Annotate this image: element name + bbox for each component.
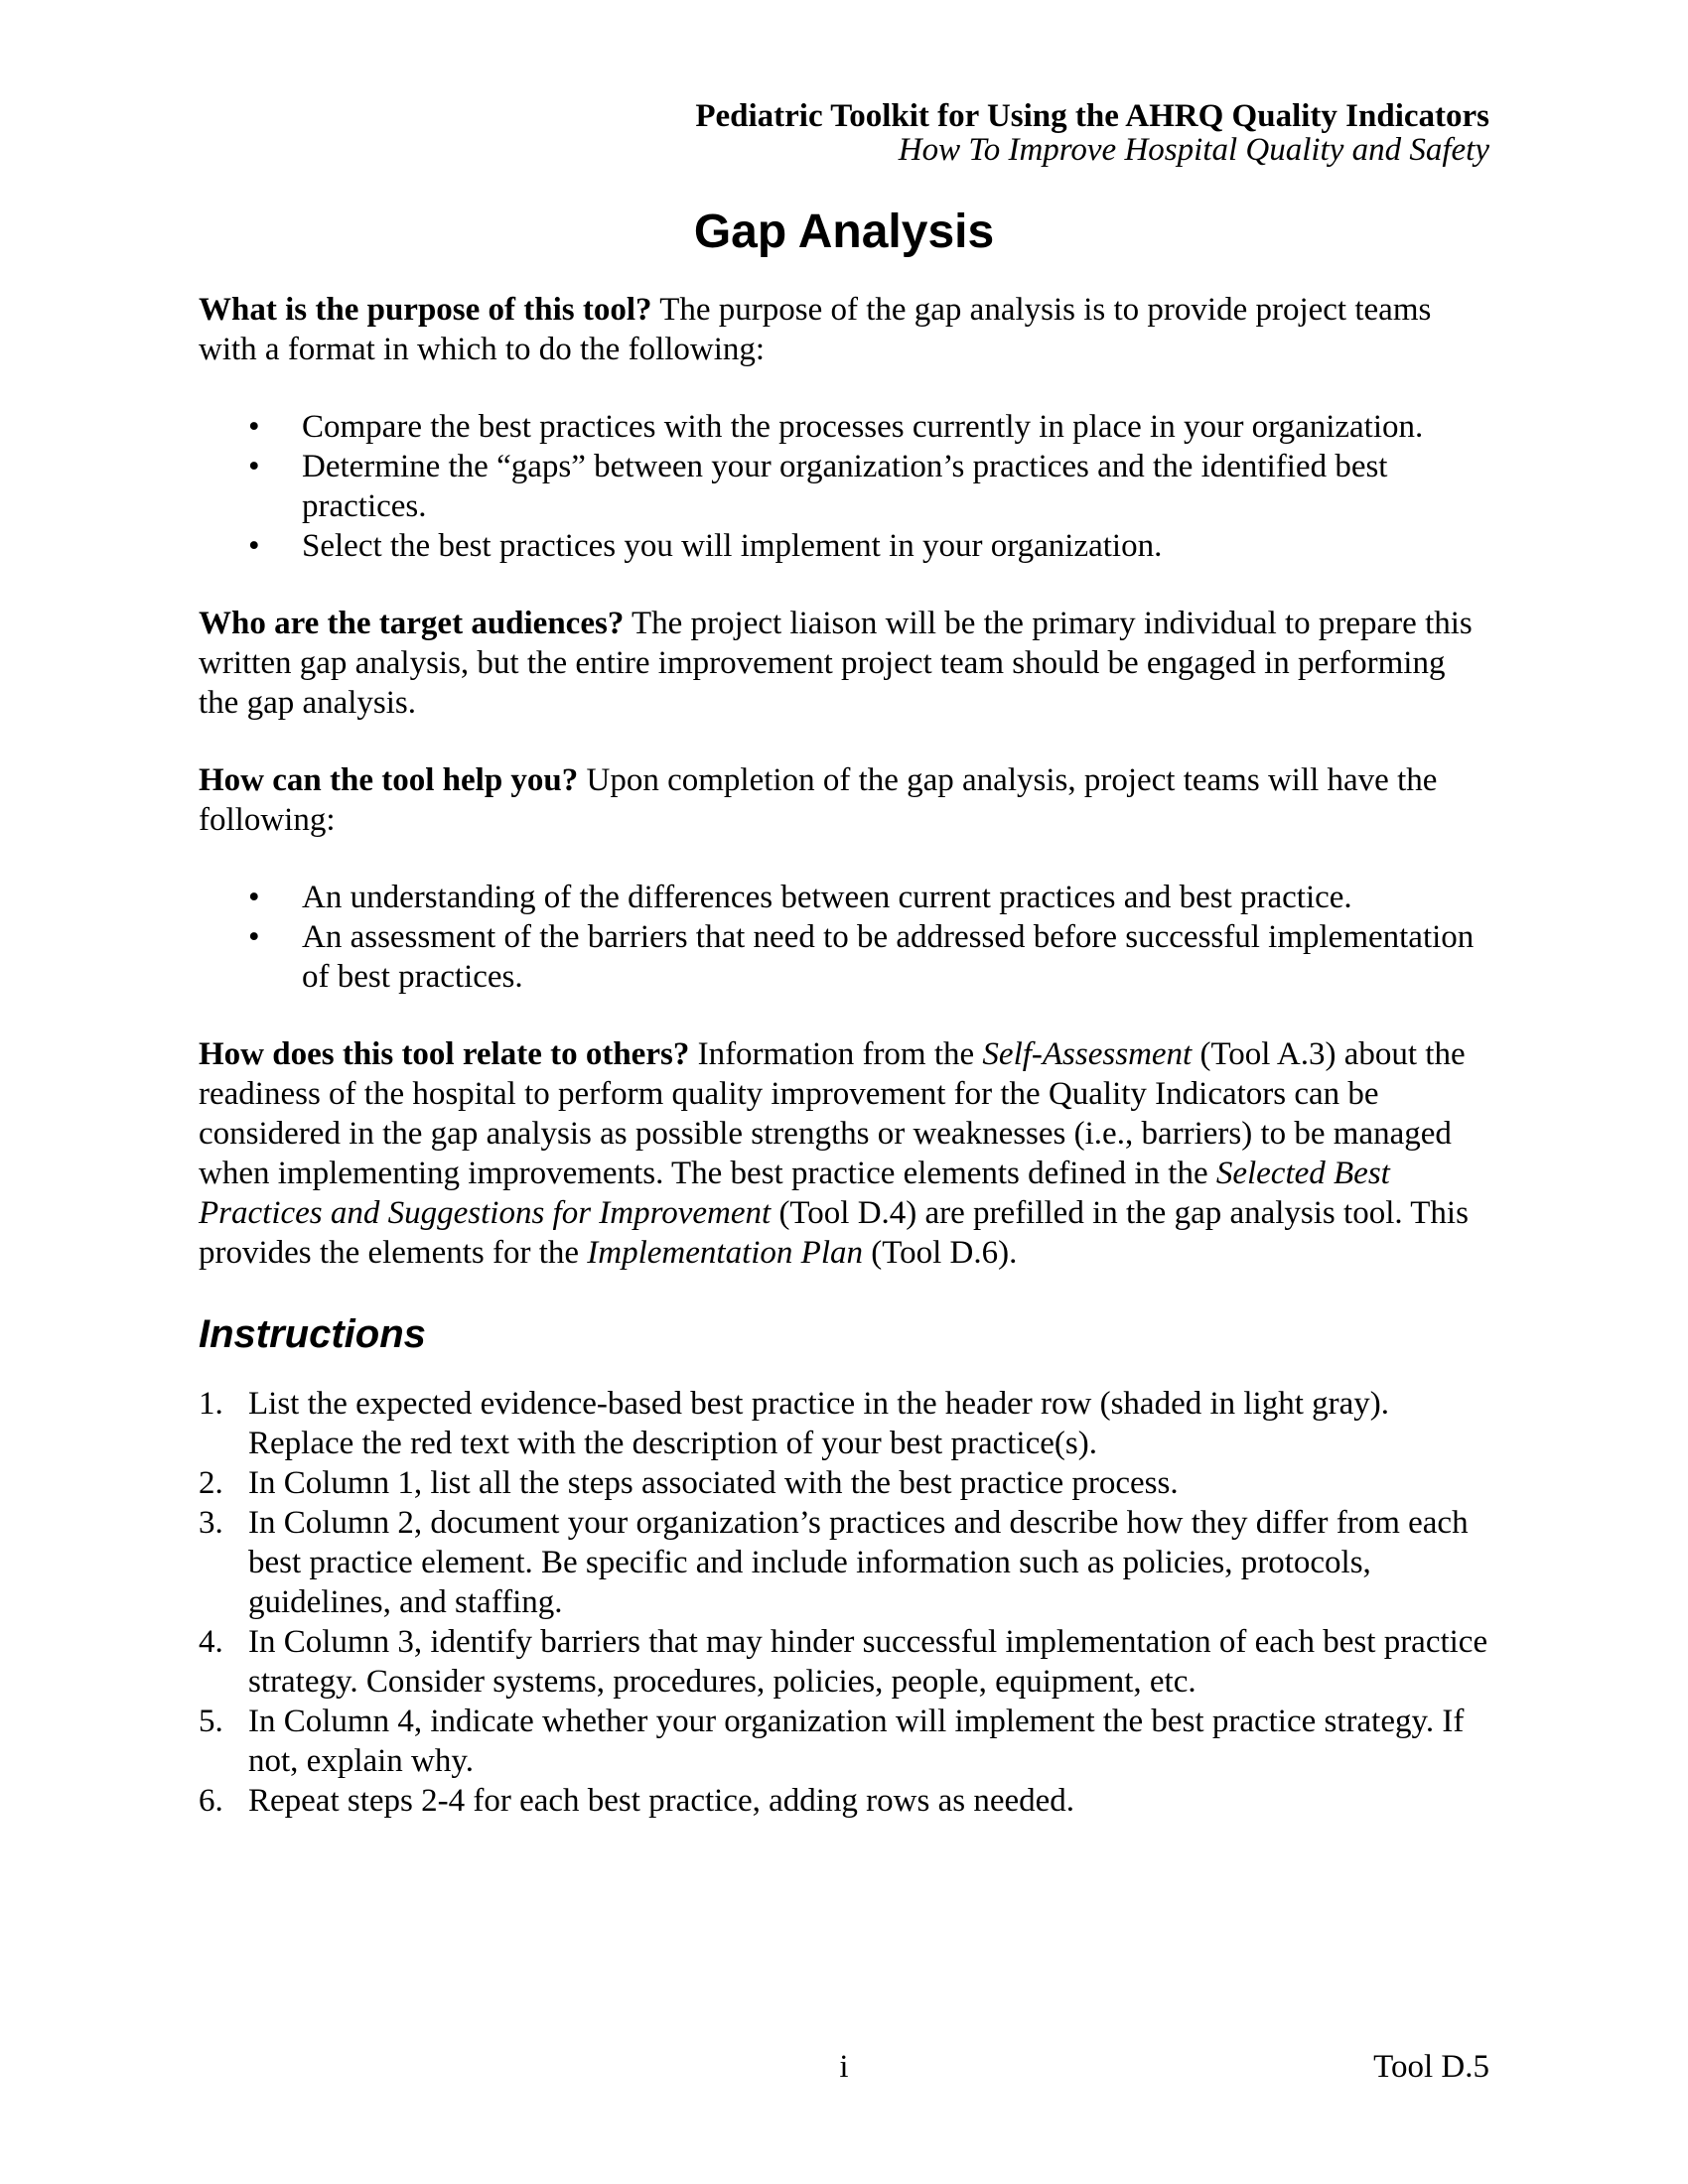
instructions-list xyxy=(199,1384,1489,1821)
purpose-bullet-list xyxy=(199,407,1489,566)
list-item xyxy=(199,1622,1489,1702)
list-item xyxy=(199,1463,1489,1503)
help-text: Upon completion of the gap analysis, project teams will have the following: xyxy=(199,762,1438,838)
list-item xyxy=(199,917,1489,997)
footer-tool-label: Tool D.5 xyxy=(1373,2049,1489,2085)
audience-text: The project liaison will be the primary individual to prepare this written gap analysis, but the entire improvement project team should be engaged in performing the gap analysis. xyxy=(199,606,1473,721)
relate-tool-a3-name: Self-Assessment xyxy=(982,1036,1193,1072)
page-footer xyxy=(199,2047,1489,2087)
bullet-marker: • xyxy=(248,880,260,915)
list-item xyxy=(199,1702,1489,1781)
instruction-text: Repeat steps 2-4 for each best practice, adding rows as needed. xyxy=(248,1783,1075,1819)
instruction-text: In Column 1, list all the steps associated with the best practice process. xyxy=(248,1465,1179,1501)
bullet-text: An assessment of the barriers that need to be addressed before successful implementation of best practices. xyxy=(302,919,1475,995)
page-title: Gap Analysis xyxy=(693,205,995,258)
page-header xyxy=(199,99,1489,167)
list-item xyxy=(199,447,1489,526)
list-item xyxy=(199,1384,1489,1463)
help-paragraph xyxy=(199,760,1489,840)
bullet-text: Compare the best practices with the processes currently in place in your organization. xyxy=(302,409,1424,445)
bullet-marker: • xyxy=(248,409,260,445)
help-label: How can the tool help you? xyxy=(199,762,579,798)
relate-text: (Tool D.6). xyxy=(863,1235,1018,1271)
relate-tool-d4-name: Selected Best Practices and Suggestions for Improvement xyxy=(199,1156,1390,1231)
list-item xyxy=(199,878,1489,917)
instruction-text: In Column 3, identify barriers that may hinder successful implementation of each best practice strategy. Consider systems, procedures, policies, people, equipment, etc. xyxy=(248,1624,1488,1700)
list-item xyxy=(199,526,1489,566)
relate-tool-d6-name: Implementation Plan xyxy=(587,1235,863,1271)
list-number: 1. xyxy=(199,1386,223,1422)
list-item xyxy=(199,1503,1489,1622)
relate-text: (Tool A.3) about the readiness of the hospital to perform quality improvement for the Quality Indicators can be considered in the gap analysis as possible strengths or weaknesses (i.e., barriers) to be managed when implementing improvements. The best practice elements defined in the xyxy=(199,1036,1466,1191)
list-number: 2. xyxy=(199,1465,223,1501)
list-item xyxy=(199,1781,1489,1821)
instruction-text: In Column 4, indicate whether your organization will implement the best practice strategy. If not, explain why. xyxy=(248,1704,1465,1779)
purpose-paragraph xyxy=(199,290,1489,369)
bullet-text: Determine the “gaps” between your organization’s practices and the identified best practices. xyxy=(302,449,1388,524)
list-number: 3. xyxy=(199,1505,223,1541)
audience-paragraph xyxy=(199,604,1489,723)
footer-page-number: i xyxy=(839,2049,849,2085)
relate-paragraph xyxy=(199,1034,1489,1273)
instructions-heading: Instructions xyxy=(199,1312,426,1356)
purpose-text: The purpose of the gap analysis is to provide project teams with a format in which to do the following: xyxy=(199,292,1432,367)
list-number: 6. xyxy=(199,1783,223,1819)
instruction-text: List the expected evidence-based best practice in the header row (shaded in light gray). Replace the red text with the description of your best practice(s). xyxy=(248,1386,1390,1461)
list-number: 4. xyxy=(199,1624,223,1660)
bullet-text: An understanding of the differences between current practices and best practice. xyxy=(302,880,1352,915)
header-toolkit-title: Pediatric Toolkit for Using the AHRQ Quality Indicators xyxy=(695,98,1489,134)
list-number: 5. xyxy=(199,1704,223,1739)
bullet-text: Select the best practices you will implement in your organization. xyxy=(302,528,1163,564)
relate-label: How does this tool relate to others? xyxy=(199,1036,690,1072)
bullet-marker: • xyxy=(248,919,260,955)
purpose-label: What is the purpose of this tool? xyxy=(199,292,652,328)
relate-text: (Tool D.4) are prefilled in the gap analysis tool. This provides the elements for the xyxy=(199,1195,1469,1271)
audience-label: Who are the target audiences? xyxy=(199,606,625,641)
bullet-marker: • xyxy=(248,528,260,564)
bullet-marker: • xyxy=(248,449,260,484)
relate-text: Information from the xyxy=(689,1036,983,1072)
header-subtitle: How To Improve Hospital Quality and Safety xyxy=(898,132,1489,168)
instruction-text: In Column 2, document your organization’s practices and describe how they differ from each best practice element. Be specific and include information such as policies, protocols, guidelines, and staffing. xyxy=(248,1505,1469,1620)
list-item xyxy=(199,407,1489,447)
help-bullet-list xyxy=(199,878,1489,997)
